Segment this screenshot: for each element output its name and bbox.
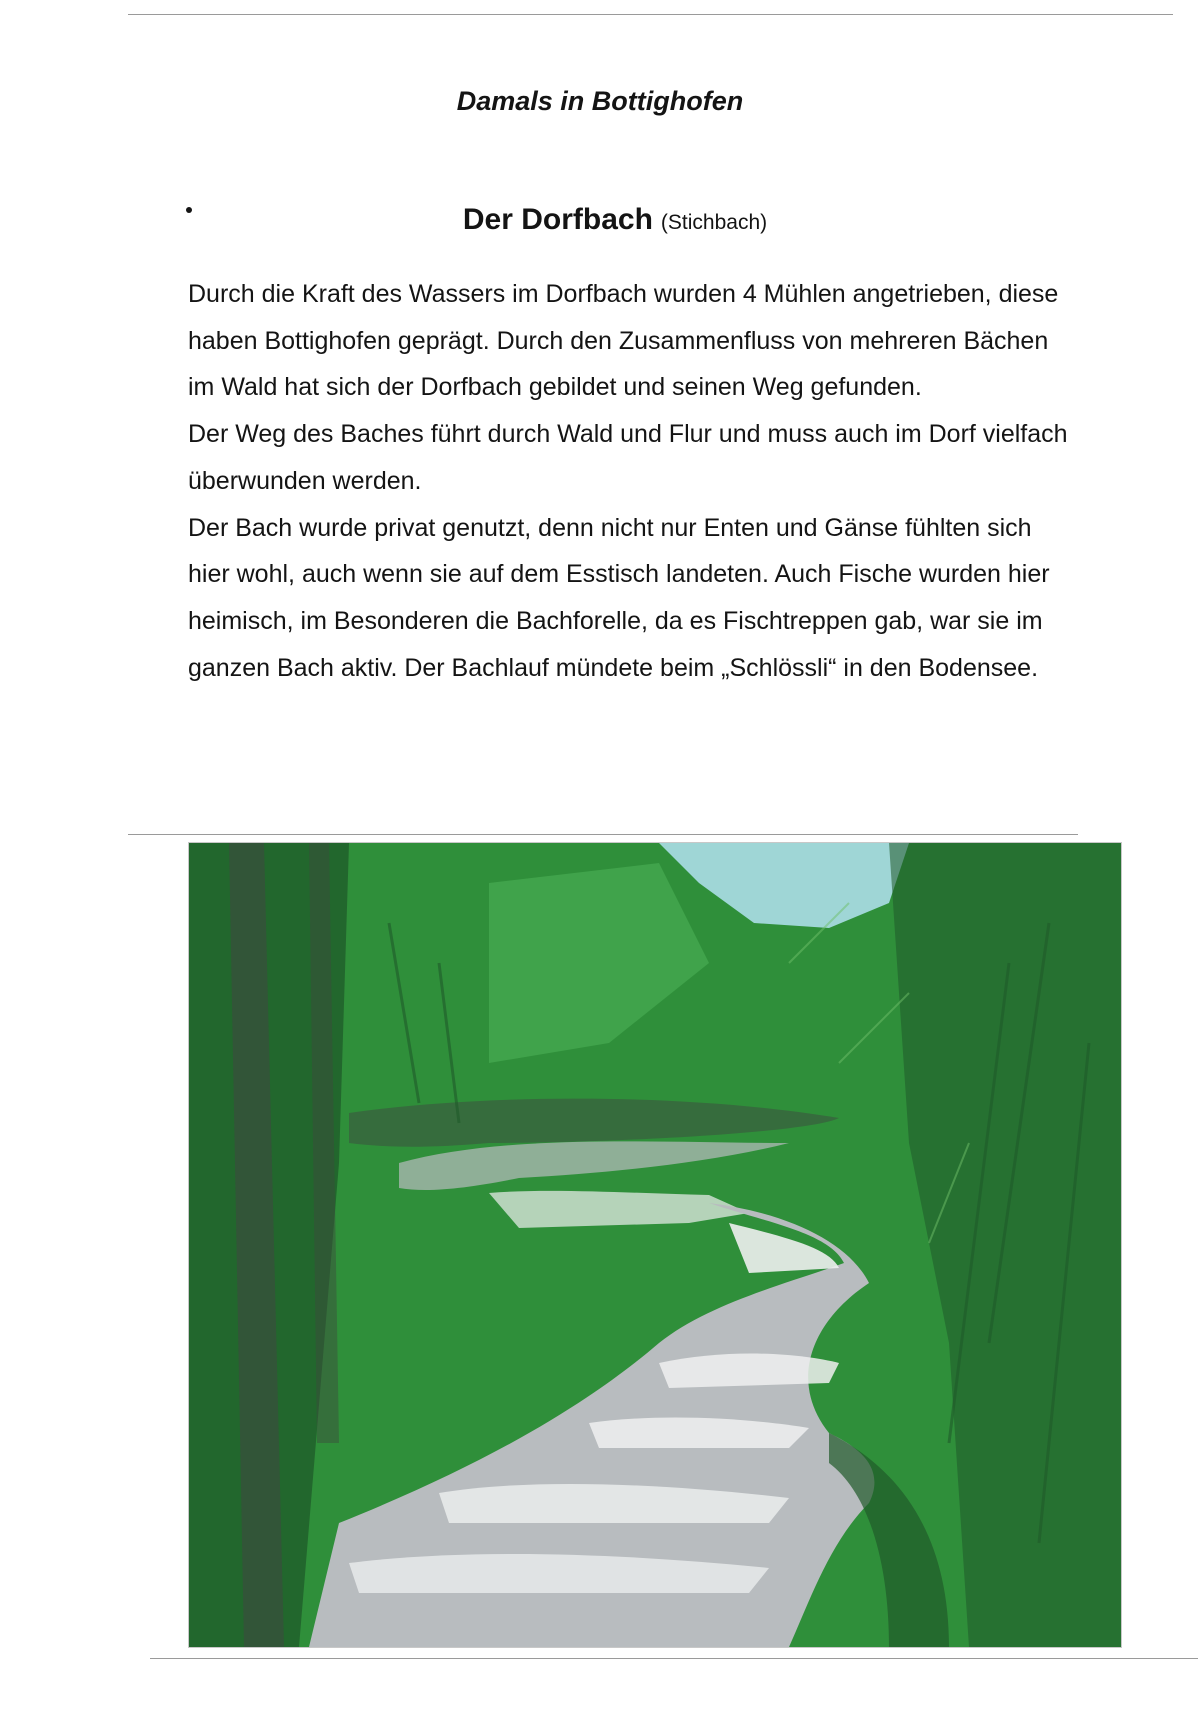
article-body — [188, 271, 1068, 691]
paragraph-path: Der Weg des Baches führt durch Wald und Flur und muss auch im Dorf vielfach überwunden werden. — [188, 420, 1068, 495]
stream-painting — [188, 842, 1122, 1648]
series-title: Damals in Bottighofen — [456, 86, 744, 116]
scan-top-edge — [128, 14, 1173, 15]
article-title-text: Der Dorfbach — [462, 203, 653, 236]
article-subtitle: (Stichbach) — [660, 211, 768, 234]
scan-bottom-edge — [150, 1658, 1198, 1659]
paragraph-mills: Durch die Kraft des Wassers im Dorfbach wurden 4 Mühlen angetrieben, diese haben Bottighofen geprägt. Durch den Zusammenfluss von mehreren Bächen im Wald hat sich der Dorfbach gebildet und seinen Weg gefunden. — [188, 280, 1059, 402]
paragraph-usage: Der Bach wurde privat genutzt, denn nicht nur Enten und Gänse fühlten sich hier wohl, auch wenn sie auf dem Esstisch landeten. Auch Fische wurden hier heimisch, im Besonderen die Bachforelle, da es Fischtreppen gab, war sie im ganzen Bach aktiv. Der Bachlauf mündete beim „Schlössli“ in den Bodensee. — [188, 513, 1050, 682]
article-title — [0, 203, 1200, 237]
paste-edge-line — [128, 834, 1078, 835]
stream-painting-icon — [189, 843, 1121, 1647]
